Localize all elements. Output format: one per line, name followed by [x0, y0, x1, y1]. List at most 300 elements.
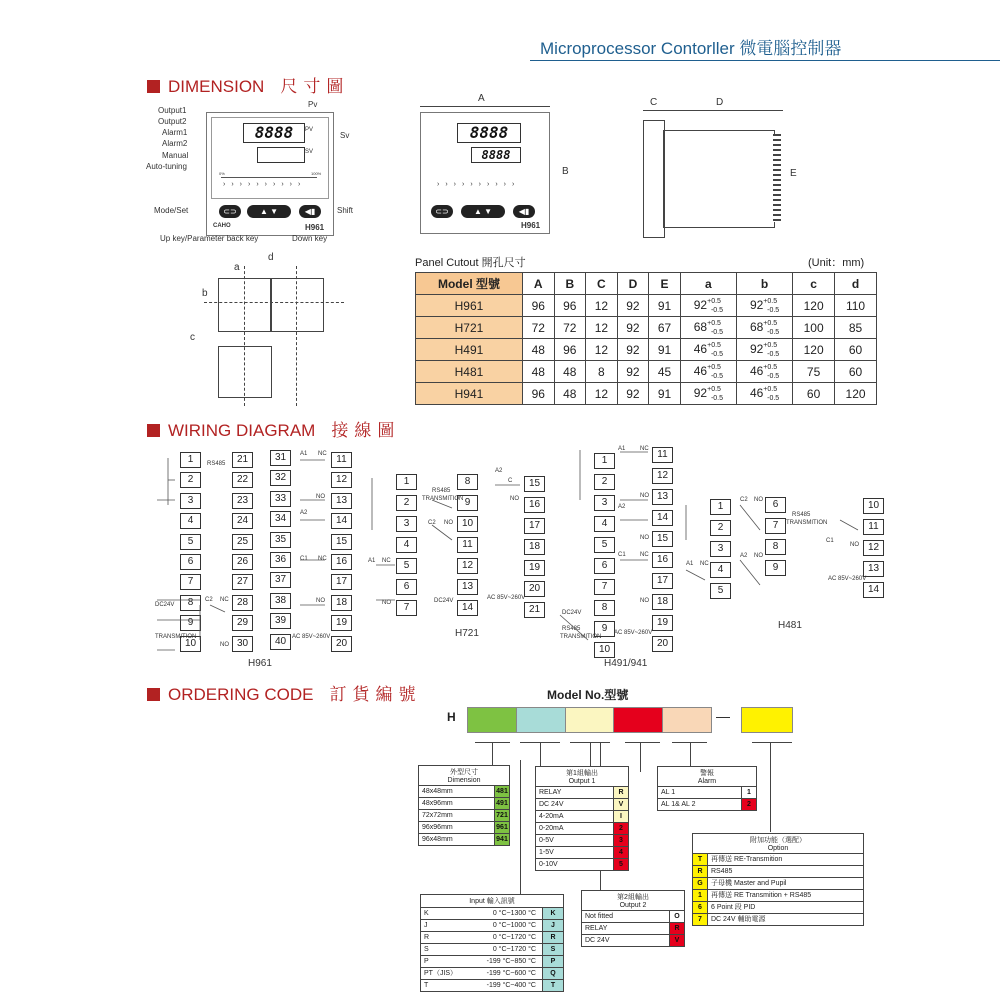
h961-terminal: 3 — [180, 493, 201, 509]
h481-terminal: 11 — [863, 519, 884, 535]
cell-value: 67 — [657, 320, 672, 335]
dim-d-label: D — [716, 97, 724, 108]
code-digit-box — [516, 707, 566, 733]
list-item — [536, 834, 628, 846]
wiring-label: NC — [640, 446, 649, 452]
list-item — [582, 910, 684, 922]
option-text: 再傳送 RE-Transmition — [711, 856, 783, 863]
code-cell: 941 — [494, 834, 509, 845]
mode-set-button[interactable]: ⊂⊃ — [219, 205, 241, 218]
cell-value: 60 — [848, 342, 863, 357]
h961-terminal: 10 — [180, 636, 201, 652]
cell-value: 60 — [806, 386, 821, 401]
h961-terminal: 21 — [232, 452, 253, 468]
h481-terminal: 8 — [765, 539, 786, 555]
label-output2: Output2 — [158, 117, 187, 126]
h961-terminal: 15 — [331, 534, 352, 550]
h491-terminal: 18 — [652, 594, 673, 610]
wire — [740, 560, 760, 585]
order-box-output2 — [581, 890, 685, 947]
h491-terminal: 17 — [652, 573, 673, 589]
h961-terminal: 29 — [232, 615, 253, 631]
wiring-label: C1 — [826, 538, 834, 544]
h721-terminal: 9 — [457, 495, 478, 511]
wiring-label: A1 — [686, 561, 694, 567]
h961-terminal: 5 — [180, 534, 201, 550]
option-text: K — [424, 910, 429, 917]
code-cell: 491 — [494, 798, 509, 809]
wiring-label: RS485 — [207, 461, 226, 467]
h721-terminal: 16 — [524, 497, 545, 513]
cutout-a-label: a — [234, 262, 240, 273]
h961-terminal: 17 — [331, 574, 352, 590]
h721-terminal: 7 — [396, 600, 417, 616]
order-box-output1 — [535, 766, 629, 871]
option-text: DC 24V 輔助電源 — [711, 916, 766, 923]
wiring-label: NO — [220, 642, 229, 648]
cell-value: 110 — [845, 298, 866, 313]
h961-terminal: 40 — [270, 634, 291, 650]
col-d: d — [835, 273, 877, 295]
order-box-alarm — [657, 766, 757, 811]
h961-terminal: 12 — [331, 472, 352, 488]
model-dash: — — [716, 708, 730, 724]
wiring-label: DC24V — [155, 602, 175, 608]
list-item — [419, 833, 509, 845]
h961-terminal: 36 — [270, 552, 291, 568]
wiring-label: NO — [640, 598, 649, 604]
cell-value: 85 — [848, 320, 863, 335]
list-item — [419, 821, 509, 833]
label-output1: Output1 — [158, 106, 187, 115]
option-text: 48x48mm — [422, 788, 453, 795]
bracket-line — [770, 742, 771, 832]
col-C: C — [586, 273, 618, 295]
label-mode-set: Mode/Set — [154, 206, 189, 215]
section-title-en: DIMENSION — [168, 77, 265, 96]
cell-value: 96 — [531, 298, 545, 313]
box-subtitle: Option — [767, 845, 789, 852]
list-item — [693, 865, 863, 877]
wiring-label: AC 85V~260V — [614, 630, 653, 636]
dim-e-label: E — [790, 168, 797, 179]
section-title-zh: 訂貨編號 — [329, 685, 422, 704]
label-sv: Sv — [340, 131, 350, 140]
option-text: DC 24V — [539, 801, 564, 808]
code-cell: V — [613, 799, 628, 810]
wiring-label: NO — [754, 497, 763, 503]
section-title-en: WIRING DIAGRAM — [168, 421, 316, 440]
code-cell: 721 — [494, 810, 509, 821]
tol-plus: +0.5 — [707, 363, 721, 371]
wiring-label: C1 — [300, 556, 308, 562]
front-view-pv-display: 8888 — [457, 123, 521, 143]
wiring-label: NO — [640, 535, 649, 541]
code-cell: V — [669, 935, 684, 946]
h491-terminal: 1 — [594, 453, 615, 469]
list-item — [658, 798, 756, 810]
wiring-label: NC — [640, 552, 649, 558]
pv-tag: PV — [305, 127, 314, 133]
h961-terminal: 18 — [331, 595, 352, 611]
wiring-label: NO — [382, 600, 391, 606]
wire — [740, 505, 760, 530]
col-B: B — [554, 273, 586, 295]
option-text: 0 °C~1720 °C — [492, 934, 536, 941]
code-cell: O — [669, 911, 684, 922]
wiring-label: NO — [640, 493, 649, 499]
col-b: b — [736, 273, 792, 295]
wiring-label: A2 — [618, 504, 626, 510]
option-text: 6 Point 段 PID — [711, 904, 756, 911]
option-text: J — [424, 922, 428, 929]
front-view-updown-buttons: ▲ ▼ — [461, 205, 505, 218]
bracket-line — [520, 760, 521, 900]
cell-value: 46 — [749, 363, 764, 378]
code-cell: 961 — [494, 822, 509, 833]
wire — [432, 525, 452, 540]
box-title: 第1組輸出 — [566, 770, 598, 777]
code-cell: P — [542, 956, 563, 967]
list-item — [421, 907, 563, 919]
list-item — [419, 809, 509, 821]
model-label: H961 — [305, 223, 325, 232]
cell-value: 92 — [693, 385, 708, 400]
code-cell: 5 — [613, 859, 628, 870]
tol-minus: -0.5 — [767, 394, 780, 402]
box-subtitle: Output 1 — [568, 778, 596, 785]
h481-terminal: 12 — [863, 540, 884, 556]
list-item — [693, 913, 863, 925]
tol-minus: -0.5 — [710, 328, 723, 336]
h961-terminal: 28 — [232, 595, 253, 611]
h721-terminal: 20 — [524, 581, 545, 597]
wiring-label: NO — [444, 520, 453, 526]
cutout-d-label: d — [268, 252, 274, 263]
cell-value: H491 — [454, 342, 484, 357]
wiring-label: A2 — [300, 510, 308, 516]
cell-value: 68 — [749, 319, 764, 334]
wire — [210, 605, 225, 612]
h721-terminal: 4 — [396, 537, 417, 553]
cell-value: 48 — [531, 364, 545, 379]
h721-terminal: 18 — [524, 539, 545, 555]
h961-terminal: 8 — [180, 595, 201, 611]
h961-terminal: 39 — [270, 613, 291, 629]
cell-value: 91 — [657, 298, 672, 313]
option-text: -199 °C~600 °C — [486, 970, 536, 977]
h481-terminal: 6 — [765, 497, 786, 513]
front-view-mode-button: ⊂⊃ — [431, 205, 453, 218]
h961-terminal: 33 — [270, 491, 291, 507]
h491-terminal: 5 — [594, 537, 615, 553]
label-alarm1: Alarm1 — [162, 128, 188, 137]
tol-plus: +0.5 — [763, 363, 778, 371]
tol-plus: +0.5 — [707, 297, 721, 305]
option-text: 1-5V — [539, 849, 554, 856]
cell-value: H941 — [454, 386, 484, 401]
tol-minus: -0.5 — [767, 372, 780, 380]
h721-terminal: 21 — [524, 602, 545, 618]
front-view-model: H961 — [521, 221, 541, 230]
option-text: 再傳送 RE Transmition + RS485 — [711, 892, 812, 899]
h481-terminal: 10 — [863, 498, 884, 514]
code-cell: Q — [542, 968, 563, 979]
option-text: 96x48mm — [422, 836, 453, 843]
col-model: Model 型號 — [416, 273, 523, 295]
h491-terminal: 16 — [652, 552, 673, 568]
wiring-label: NO — [510, 496, 519, 502]
tol-plus: +0.5 — [763, 297, 778, 305]
list-item — [421, 955, 563, 967]
front-view-sv-display: 8888 — [471, 147, 521, 163]
front-view-shift-button: ◀▮ — [513, 205, 535, 218]
h491-terminal: 19 — [652, 615, 673, 631]
h961-terminal: 23 — [232, 493, 253, 509]
wiring-label: TRANSMITION — [422, 496, 464, 502]
code-cell: 6 — [693, 902, 708, 913]
code-digit-box — [741, 707, 793, 733]
h491-terminal: 4 — [594, 516, 615, 532]
wiring-label: RS485 — [432, 488, 451, 494]
wiring-caption-h491: H491/941 — [604, 658, 648, 669]
list-item — [693, 877, 863, 889]
wiring-caption-h961: H961 — [248, 658, 272, 669]
wiring-label: AC 85V~260V — [292, 634, 331, 640]
cell-value: 48 — [531, 342, 545, 357]
bracket-line — [625, 742, 660, 743]
list-item — [421, 943, 563, 955]
cell-value: 92 — [626, 386, 640, 401]
option-text: -199 °C~400 °C — [486, 982, 536, 989]
cell-value: 120 — [803, 298, 824, 313]
h721-terminal: 5 — [396, 558, 417, 574]
dim-c-label: C — [650, 97, 658, 108]
code-cell: 4 — [613, 847, 628, 858]
cell-value: 48 — [563, 364, 577, 379]
option-text: -199 °C~850 °C — [486, 958, 536, 965]
h491-terminal: 6 — [594, 558, 615, 574]
wire — [840, 520, 858, 530]
cell-value: 92 — [626, 298, 640, 313]
h721-terminal: 1 — [396, 474, 417, 490]
page-header-title: Microprocessor Contorller 微電腦控制器 — [540, 39, 842, 58]
h961-terminal: 19 — [331, 615, 352, 631]
h961-terminal: 30 — [232, 636, 253, 652]
code-cell: R — [542, 932, 563, 943]
wiring-caption-h481: H481 — [778, 620, 802, 631]
option-text: 0 °C~1720 °C — [492, 946, 536, 953]
section-title-en: ORDERING CODE — [168, 685, 314, 704]
wiring-label: A2 — [495, 468, 503, 474]
label-alarm2: Alarm2 — [162, 139, 188, 148]
label-pv: Pv — [308, 100, 318, 109]
bar-end-label: 100% — [311, 171, 322, 176]
list-item — [536, 822, 628, 834]
tol-plus: +0.5 — [763, 385, 778, 393]
col-c: c — [793, 273, 835, 295]
cell-value: 8 — [598, 364, 605, 379]
up-down-buttons[interactable]: ▲ ▼ — [247, 205, 291, 218]
h961-terminal: 34 — [270, 511, 291, 527]
wiring-label: NC — [220, 597, 229, 603]
h961-terminal: 38 — [270, 593, 291, 609]
h721-terminal: 11 — [457, 537, 478, 553]
cell-value: 92 — [749, 341, 764, 356]
cell-value: 96 — [563, 298, 577, 313]
code-cell: 1 — [741, 787, 756, 798]
h481-terminal: 3 — [710, 541, 731, 557]
order-box-dimension — [418, 765, 510, 846]
list-item — [419, 797, 509, 809]
code-cell: R — [693, 866, 708, 877]
option-text: 0 °C~1300 °C — [492, 910, 536, 917]
h481-terminal: 7 — [765, 518, 786, 534]
list-item — [536, 798, 628, 810]
list-item — [536, 786, 628, 798]
h721-terminal: 17 — [524, 518, 545, 534]
code-cell: K — [542, 908, 563, 919]
wiring-label: C2 — [428, 520, 436, 526]
cell-value: 75 — [806, 364, 821, 379]
cell-value: 96 — [531, 386, 545, 401]
h961-terminal: 7 — [180, 574, 201, 590]
tol-minus: -0.5 — [710, 350, 723, 358]
h491-terminal: 3 — [594, 495, 615, 511]
label-up-key: Up key/Parameter back key — [160, 234, 259, 243]
h721-terminal: 12 — [457, 558, 478, 574]
h961-terminal: 22 — [232, 472, 253, 488]
h961-terminal: 13 — [331, 493, 352, 509]
box-subtitle: Alarm — [697, 778, 717, 785]
list-item — [693, 901, 863, 913]
h961-terminal: 24 — [232, 513, 253, 529]
wiring-label: A1 — [368, 558, 376, 564]
code-cell: T — [693, 854, 708, 865]
option-text: 4-20mA — [539, 813, 564, 820]
h961-terminal: 14 — [331, 513, 352, 529]
list-item — [421, 919, 563, 931]
h961-terminal: 27 — [232, 574, 253, 590]
col-a: a — [680, 273, 736, 295]
h491-terminal: 7 — [594, 579, 615, 595]
h721-terminal: 15 — [524, 476, 545, 492]
wiring-label: NC — [382, 558, 391, 564]
bracket-line — [690, 742, 691, 767]
list-item — [658, 786, 756, 798]
cell-value: 45 — [657, 364, 672, 379]
col-E: E — [649, 273, 681, 295]
box-title: 附加功能（選配） — [750, 837, 806, 844]
code-cell: J — [542, 920, 563, 931]
cell-value: H481 — [454, 364, 484, 379]
option-text: 96x96mm — [422, 824, 453, 831]
list-item — [582, 922, 684, 934]
h721-terminal: 2 — [396, 495, 417, 511]
h491-terminal: 2 — [594, 474, 615, 490]
wiring-label: RS485 — [792, 512, 811, 518]
h721-terminal: 14 — [457, 600, 478, 616]
cell-value: 92 — [626, 342, 640, 357]
box-title: Input 輸入訊號 — [469, 898, 515, 905]
cell-value: 91 — [657, 386, 672, 401]
code-cell: 2 — [741, 799, 756, 810]
cell-value: 92 — [749, 297, 764, 312]
option-text: 0 °C~1000 °C — [492, 922, 536, 929]
bar-start-label: 0% — [219, 171, 225, 176]
cell-value: 72 — [531, 320, 545, 335]
option-text: RELAY — [539, 789, 562, 796]
h961-terminal: 9 — [180, 615, 201, 631]
h721-terminal: 13 — [457, 579, 478, 595]
option-text: P — [424, 958, 429, 965]
cell-value: 46 — [693, 341, 708, 356]
h721-terminal: 8 — [457, 474, 478, 490]
h491-terminal: 15 — [652, 531, 673, 547]
wiring-label: A1 — [618, 446, 626, 452]
h481-terminal: 2 — [710, 520, 731, 536]
box-subtitle: Dimension — [447, 777, 481, 784]
wiring-label: AC 85V~260V — [828, 576, 867, 582]
h961-terminal: 2 — [180, 472, 201, 488]
h491-terminal: 10 — [594, 642, 615, 658]
h491-terminal: 14 — [652, 510, 673, 526]
tol-plus: +0.5 — [707, 385, 721, 393]
bracket-line — [540, 742, 541, 762]
wiring-label: NO — [316, 494, 325, 500]
list-item — [693, 889, 863, 901]
code-digit-box — [467, 707, 517, 733]
option-text: 72x72mm — [422, 812, 453, 819]
option-text: AL 1& AL 2 — [661, 801, 696, 808]
tol-minus: -0.5 — [767, 328, 780, 336]
shift-button[interactable]: ◀▮ — [299, 205, 321, 218]
option-text: R — [424, 934, 430, 941]
tol-minus: -0.5 — [710, 306, 723, 314]
h721-terminal: 10 — [457, 516, 478, 532]
cell-value: 96 — [563, 342, 577, 357]
tol-minus: -0.5 — [767, 306, 780, 314]
code-cell: R — [613, 787, 628, 798]
h481-terminal: 1 — [710, 499, 731, 515]
tol-plus: +0.5 — [763, 319, 778, 327]
h961-terminal: 26 — [232, 554, 253, 570]
order-box-option — [692, 833, 864, 926]
code-cell: T — [542, 980, 563, 991]
option-text: 0-5V — [539, 837, 554, 844]
code-cell: I — [613, 811, 628, 822]
code-cell: G — [693, 878, 708, 889]
label-manual: Manual — [162, 151, 189, 160]
list-item — [421, 967, 563, 979]
cell-value: 120 — [803, 342, 824, 357]
cell-value: 12 — [594, 320, 609, 335]
code-digit-box — [565, 707, 615, 733]
cell-value: 100 — [803, 320, 824, 335]
h481-terminal: 13 — [863, 561, 884, 577]
wiring-label: A1 — [300, 451, 308, 457]
wiring-label: C2 — [205, 597, 213, 603]
wiring-label: NC — [700, 561, 709, 567]
h961-terminal: 11 — [331, 452, 352, 468]
option-text: PT（JIS） — [424, 970, 458, 977]
col-D: D — [617, 273, 649, 295]
h481-terminal: 5 — [710, 583, 731, 599]
section-title-zh: 尺寸圖 — [280, 77, 350, 96]
dim-b-label: B — [562, 166, 569, 177]
wiring-label: NO — [754, 553, 763, 559]
list-item — [421, 979, 563, 991]
